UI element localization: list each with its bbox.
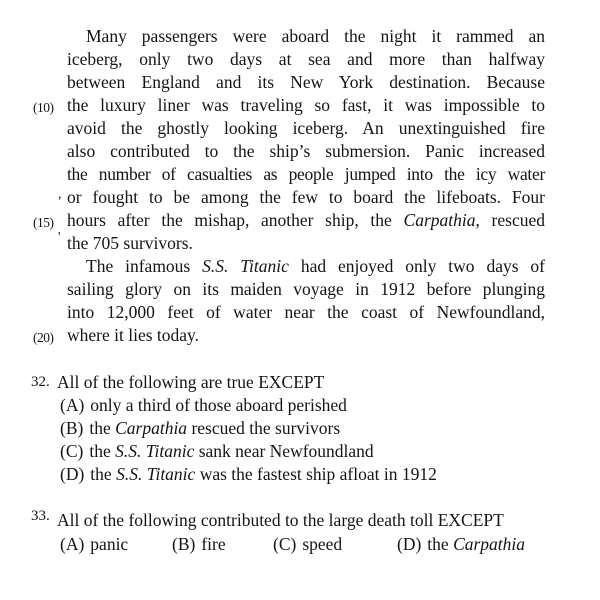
passage-text: Many passengers were aboard the night it rammed an: [86, 26, 545, 46]
margin-mark: ': [58, 230, 61, 245]
question-stem: [0, 371, 600, 394]
passage-text-run: , rescued: [475, 210, 545, 230]
question-text: All of the following are true EXCEPT: [57, 372, 325, 392]
passage-text: or fought to be among the few to board the lifeboats. Four: [67, 187, 545, 207]
ship-name: S.S. Titanic: [202, 256, 289, 276]
line-number: (15): [33, 215, 54, 230]
option-text: sank near Newfoundland: [194, 441, 374, 461]
option-text: rescued the survivors: [187, 418, 341, 438]
passage-text-run: hours after the mishap, another ship, the: [67, 210, 404, 230]
answer-option-d[interactable]: [60, 463, 437, 486]
passage-text: the luxury liner was traveling so fast, it was impossible to: [67, 95, 545, 115]
passage-line: [0, 301, 600, 324]
option-letter: (B): [60, 418, 84, 438]
option-letter: (D): [60, 464, 85, 484]
answer-option-a[interactable]: [60, 394, 347, 417]
passage-text: [67, 209, 545, 232]
option-letter: (A): [60, 534, 85, 554]
margin-mark: ,: [58, 187, 62, 202]
passage-line: [0, 278, 600, 301]
passage-line: [0, 48, 600, 71]
passage-text: also contributed to the ship’s submersion. Panic increased: [67, 141, 545, 161]
passage-text: where it lies today.: [67, 325, 200, 345]
answer-option-c[interactable]: [273, 533, 342, 556]
passage-line: [0, 186, 600, 209]
option-text: fire: [201, 534, 226, 554]
option-letter: (A): [60, 395, 85, 415]
passage-text: the number of casualties as people jumped into the icy water: [67, 164, 545, 184]
question-stem: [0, 509, 600, 532]
passage-line: [0, 163, 600, 186]
line-number: (20): [33, 330, 54, 345]
passage-line: [0, 117, 600, 140]
passage-text: sailing glory on its maiden voyage in 1912 before plunging: [67, 279, 545, 299]
passage-line: [0, 232, 600, 255]
option-text: speed: [302, 534, 343, 554]
question-text: All of the following contributed to the large death toll EXCEPT: [57, 510, 504, 530]
passage-line: [0, 324, 600, 347]
option-letter: (B): [172, 534, 196, 554]
passage-text: into 12,000 feet of water near the coast of Newfoundland,: [67, 302, 545, 322]
option-text: panic: [90, 534, 129, 554]
answer-option-c[interactable]: [60, 440, 374, 463]
question-number: 32.: [31, 374, 50, 390]
answer-option-a[interactable]: [60, 533, 128, 556]
answer-option-d[interactable]: [397, 533, 525, 556]
option-text: was the fastest ship afloat in 1912: [195, 464, 437, 484]
line-number: (10): [33, 100, 54, 115]
passage-text: avoid the ghostly looking iceberg. An unextinguished fire: [67, 118, 545, 138]
passage-text: between England and its New York destination. Because: [67, 72, 545, 92]
option-letter: (C): [60, 441, 84, 461]
option-text-italic: Carpathia: [453, 534, 526, 554]
option-letter: (C): [273, 534, 297, 554]
option-text-italic: S.S. Titanic: [116, 464, 196, 484]
answer-option-b[interactable]: [172, 533, 226, 556]
option-text: only a third of those aboard perished: [90, 395, 347, 415]
passage-text: iceberg, only two days at sea and more than halfway: [67, 49, 545, 69]
option-text-italic: S.S. Titanic: [115, 441, 195, 461]
passage-line: [0, 71, 600, 94]
passage-line: [0, 255, 600, 278]
answer-option-b[interactable]: [60, 417, 340, 440]
passage-line: [0, 94, 600, 117]
passage-text: [86, 255, 545, 278]
passage-text-run: had enjoyed only two days of: [288, 256, 545, 276]
option-text: the: [89, 418, 116, 438]
passage-text-run: The infamous: [86, 256, 203, 276]
option-text-italic: Carpathia: [115, 418, 188, 438]
option-text: the: [89, 441, 116, 461]
option-text: the: [427, 534, 454, 554]
ship-name: Carpathia: [403, 210, 476, 230]
passage-line: [0, 25, 600, 48]
passage-line: [0, 140, 600, 163]
passage-line: [0, 209, 600, 232]
question-number: 33.: [31, 508, 50, 524]
option-letter: (D): [397, 534, 422, 554]
passage-text: the 705 survivors.: [67, 233, 193, 253]
option-text: the: [90, 464, 117, 484]
